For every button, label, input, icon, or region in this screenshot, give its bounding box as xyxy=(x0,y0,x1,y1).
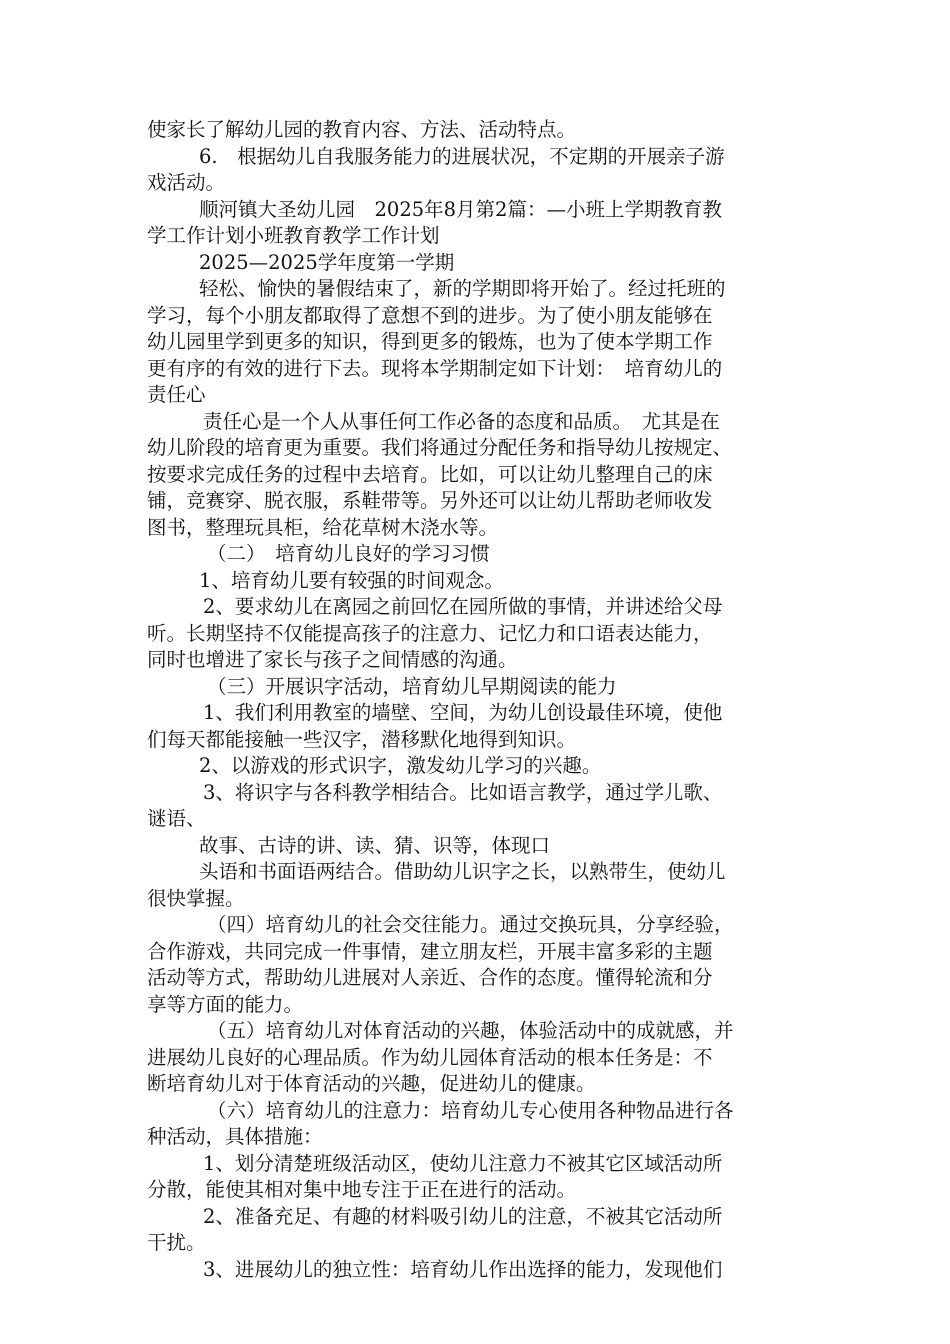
text-line: 责任心 xyxy=(147,383,206,406)
text-line: 2025—2025学年度第一学期 xyxy=(199,250,455,274)
text-line: 很快掌握。 xyxy=(147,886,245,910)
text-line: 故事、古诗的讲、读、猜、识等，体现口 xyxy=(199,833,551,857)
text-line: 3、进展幼儿的独立性：培育幼儿作出选择的能力，发现他们 xyxy=(203,1257,723,1281)
text-line: 头语和书面语两结合。借助幼儿识字之长，以熟带生，使幼儿 xyxy=(199,860,726,883)
text-line: 1、我们利用教室的墙壁、空间，为幼儿创设最佳环境，使他 xyxy=(203,701,723,724)
text-line: 分散，能使其相对集中地专注于正在进行的活动。 xyxy=(147,1178,577,1201)
text-line: （三）开展识字活动，培育幼儿早期阅读的能力 xyxy=(207,674,617,698)
text-line: 铺，竞赛穿、脱衣服，系鞋带等。另外还可以让幼儿帮助老师收发 xyxy=(147,489,713,512)
text-line: 谜语、 xyxy=(147,807,206,830)
text-line: 3、将识字与各科教学相结合。比如语言教学，通过学儿歌、 xyxy=(203,780,723,804)
text-line: 享等方面的能力。 xyxy=(147,992,304,1016)
text-line: 们每天都能接触一些汉字，潜移默化地得到知识。 xyxy=(147,727,577,751)
text-line: 图书，整理玩具柜，给花草树木浇水等。 xyxy=(147,515,499,539)
text-line: 戏活动。 xyxy=(147,171,226,194)
text-line: 进展幼儿良好的心理品质。作为幼儿园体育活动的根本任务是：不 xyxy=(147,1045,713,1069)
text-line: 活动等方式，帮助幼儿进展对人亲近、合作的态度。懂得轮流和分 xyxy=(147,966,713,989)
text-line: 1、培育幼儿要有较强的时间观念。 xyxy=(199,568,504,592)
text-line: 合作游戏，共同完成一件事情，建立朋友栏，开展丰富多彩的主题 xyxy=(147,939,713,963)
text-line: 按要求完成任务的过程中去培育。比如，可以让幼儿整理自己的床 xyxy=(147,462,713,486)
text-line: 同时也增进了家长与孩子之间情感的沟通。 xyxy=(147,648,518,671)
text-line: 顺河镇大圣幼儿园 2025年8月第2篇：—小班上学期教育教 xyxy=(199,197,722,221)
text-line: （二） 培育幼儿良好的学习习惯 xyxy=(207,542,490,565)
text-line: （六）培育幼儿的注意力：培育幼儿专心使用各种物品进行各 xyxy=(207,1098,734,1122)
text-line: 学工作计划小班教育教学工作计划 xyxy=(147,224,440,247)
text-line: 轻松、愉快的暑假结束了，新的学期即将开始了。经过托班的 xyxy=(199,277,726,300)
text-line: （五）培育幼儿对体育活动的兴趣，体验活动中的成就感，并 xyxy=(207,1019,734,1042)
text-line: 更有序的有效的进行下去。现将本学期制定如下计划： 培育幼儿的 xyxy=(147,356,723,380)
text-line: 断培育幼儿对于体育活动的兴趣，促进幼儿的健康。 xyxy=(147,1072,596,1095)
text-line: 使家长了解幼儿园的教育内容、方法、活动特点。 xyxy=(147,118,577,141)
text-line: 幼儿园里学到更多的知识，得到更多的锻炼，也为了使本学期工作 xyxy=(147,330,713,353)
text-line: 2、准备充足、有趣的材料吸引幼儿的注意，不被其它活动所 xyxy=(203,1204,723,1228)
text-line: 听。长期坚持不仅能提高孩子的注意力、记忆力和口语表达能力， xyxy=(147,621,713,645)
text-line: 2、要求幼儿在离园之前回忆在园所做的事情，并讲述给父母 xyxy=(203,595,723,618)
text-line: 责任心是一个人从事任何工作必备的态度和品质。 尤其是在 xyxy=(203,409,720,433)
text-line: 1、划分清楚班级活动区，使幼儿注意力不被其它区域活动所 xyxy=(203,1151,723,1175)
text-line: 干扰。 xyxy=(147,1231,206,1254)
text-line: 学习，每个小朋友都取得了意想不到的进步。为了使小朋友能够在 xyxy=(147,303,713,327)
text-line: 幼儿阶段的培育更为重要。我们将通过分配任务和指导幼儿按规定、 xyxy=(147,436,733,459)
text-line: 6. 根据幼儿自我服务能力的进展状况，不定期的开展亲子游 xyxy=(199,144,725,168)
text-line: 2、以游戏的形式识字，激发幼儿学习的兴趣。 xyxy=(199,754,602,777)
text-line: （四）培育幼儿的社会交往能力。通过交换玩具，分享经验， xyxy=(207,913,734,936)
document-body xyxy=(147,117,807,1283)
text-line: 种活动，具体措施： xyxy=(147,1125,323,1148)
